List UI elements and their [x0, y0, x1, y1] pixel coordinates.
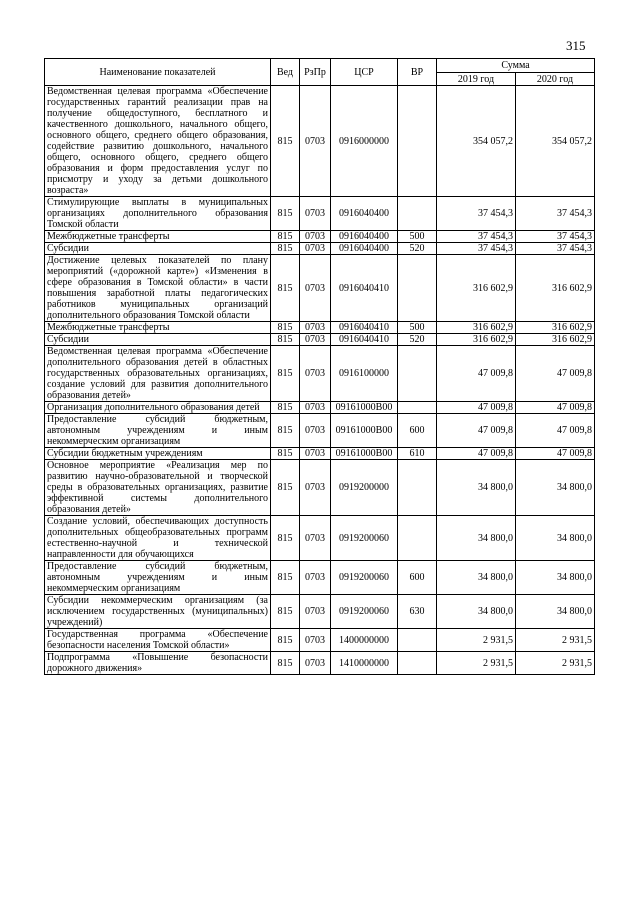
cell-2019: 37 454,3	[437, 197, 516, 231]
cell-name: Основное мероприятие «Реализация мер по развитию научно-образовательной и творческой среды в образовательных организациях, развитие эффективной системы дополнительного образования детей»	[45, 460, 271, 516]
cell-ved: 815	[271, 231, 300, 243]
cell-rzpr: 0703	[300, 402, 331, 414]
header-year-2019: 2019 год	[437, 73, 516, 86]
cell-2020: 316 602,9	[516, 255, 595, 322]
cell-vr: 520	[398, 243, 437, 255]
cell-2020: 47 009,8	[516, 346, 595, 402]
cell-csr: 0919200060	[331, 516, 398, 561]
cell-vr: 630	[398, 595, 437, 629]
table-row	[45, 334, 595, 346]
cell-rzpr: 0703	[300, 334, 331, 346]
table-row	[45, 231, 595, 243]
cell-csr: 0916100000	[331, 346, 398, 402]
cell-vr: 500	[398, 322, 437, 334]
cell-csr: 0916040410	[331, 322, 398, 334]
cell-name: Достижение целевых показателей по плану мероприятий («дорожной карте») «Изменения в сфере образования в Томской области» в части повышения заработной платы педагогических работников муниципальных организаций дополнительного образования Томской области	[45, 255, 271, 322]
cell-rzpr: 0703	[300, 322, 331, 334]
cell-rzpr: 0703	[300, 243, 331, 255]
cell-rzpr: 0703	[300, 197, 331, 231]
cell-vr	[398, 460, 437, 516]
table-row	[45, 346, 595, 402]
header-csr: ЦСР	[331, 59, 398, 86]
header-name: Наименование показателей	[45, 59, 271, 86]
cell-csr: 0916040410	[331, 334, 398, 346]
cell-name: Предоставление субсидий бюджетным, автономным учреждениям и иным некоммерческим организациям	[45, 414, 271, 448]
table-row	[45, 516, 595, 561]
table-row	[45, 629, 595, 652]
cell-csr: 0916040400	[331, 231, 398, 243]
cell-ved: 815	[271, 652, 300, 675]
cell-2019: 37 454,3	[437, 243, 516, 255]
cell-rzpr: 0703	[300, 255, 331, 322]
cell-ved: 815	[271, 561, 300, 595]
budget-table	[44, 58, 595, 675]
cell-ved: 815	[271, 255, 300, 322]
cell-name: Субсидии некоммерческим организациям (за исключением государственных (муниципальных) учреждений)	[45, 595, 271, 629]
cell-ved: 815	[271, 460, 300, 516]
cell-csr: 0916040400	[331, 197, 398, 231]
cell-2019: 316 602,9	[437, 334, 516, 346]
cell-2019: 47 009,8	[437, 402, 516, 414]
cell-rzpr: 0703	[300, 561, 331, 595]
table-row	[45, 402, 595, 414]
table-row	[45, 197, 595, 231]
cell-vr	[398, 629, 437, 652]
cell-name: Стимулирующие выплаты в муниципальных организациях дополнительного образования Томской области	[45, 197, 271, 231]
cell-rzpr: 0703	[300, 231, 331, 243]
cell-rzpr: 0703	[300, 629, 331, 652]
cell-ved: 815	[271, 334, 300, 346]
cell-ved: 815	[271, 516, 300, 561]
cell-2020: 2 931,5	[516, 629, 595, 652]
cell-vr	[398, 652, 437, 675]
cell-csr: 0916000000	[331, 86, 398, 197]
cell-vr	[398, 346, 437, 402]
cell-name: Субсидии	[45, 334, 271, 346]
cell-2019: 34 800,0	[437, 561, 516, 595]
table-row	[45, 652, 595, 675]
cell-2020: 47 009,8	[516, 402, 595, 414]
header-year-2020: 2020 год	[516, 73, 595, 86]
table-row	[45, 322, 595, 334]
cell-2020: 34 800,0	[516, 595, 595, 629]
cell-name: Предоставление субсидий бюджетным, автономным учреждениям и иным некоммерческим организациям	[45, 561, 271, 595]
cell-2019: 2 931,5	[437, 629, 516, 652]
cell-vr: 600	[398, 414, 437, 448]
cell-rzpr: 0703	[300, 86, 331, 197]
table-row	[45, 414, 595, 448]
cell-2019: 34 800,0	[437, 516, 516, 561]
cell-csr: 0919200060	[331, 561, 398, 595]
cell-vr	[398, 402, 437, 414]
cell-ved: 815	[271, 197, 300, 231]
cell-2019: 47 009,8	[437, 414, 516, 448]
table-row	[45, 460, 595, 516]
cell-csr: 0916040400	[331, 243, 398, 255]
cell-2019: 2 931,5	[437, 652, 516, 675]
cell-csr: 0916040410	[331, 255, 398, 322]
cell-2019: 34 800,0	[437, 595, 516, 629]
cell-2020: 37 454,3	[516, 243, 595, 255]
cell-2020: 2 931,5	[516, 652, 595, 675]
cell-csr: 1400000000	[331, 629, 398, 652]
cell-2019: 316 602,9	[437, 322, 516, 334]
cell-name: Государственная программа «Обеспечение безопасности населения Томской области»	[45, 629, 271, 652]
table-row	[45, 255, 595, 322]
cell-rzpr: 0703	[300, 460, 331, 516]
cell-2019: 354 057,2	[437, 86, 516, 197]
cell-ved: 815	[271, 86, 300, 197]
cell-name: Организация дополнительного образования детей	[45, 402, 271, 414]
header-vr: ВР	[398, 59, 437, 86]
cell-rzpr: 0703	[300, 652, 331, 675]
cell-2020: 34 800,0	[516, 561, 595, 595]
cell-ved: 815	[271, 629, 300, 652]
cell-vr: 600	[398, 561, 437, 595]
cell-name: Подпрограмма «Повышение безопасности дорожного движения»	[45, 652, 271, 675]
cell-2019: 316 602,9	[437, 255, 516, 322]
cell-name: Субсидии	[45, 243, 271, 255]
table-row	[45, 448, 595, 460]
cell-ved: 815	[271, 402, 300, 414]
cell-rzpr: 0703	[300, 414, 331, 448]
cell-csr: 0919200060	[331, 595, 398, 629]
cell-csr: 0919200000	[331, 460, 398, 516]
header-ved: Вед	[271, 59, 300, 86]
cell-vr: 520	[398, 334, 437, 346]
cell-name: Субсидии бюджетным учреждениям	[45, 448, 271, 460]
cell-rzpr: 0703	[300, 346, 331, 402]
table-row	[45, 243, 595, 255]
cell-2020: 316 602,9	[516, 322, 595, 334]
header-rzpr: РзПр	[300, 59, 331, 86]
cell-2019: 37 454,3	[437, 231, 516, 243]
header-sum: Сумма	[437, 59, 595, 73]
cell-2020: 316 602,9	[516, 334, 595, 346]
cell-2019: 34 800,0	[437, 460, 516, 516]
cell-rzpr: 0703	[300, 595, 331, 629]
cell-ved: 815	[271, 414, 300, 448]
cell-vr	[398, 255, 437, 322]
cell-2019: 47 009,8	[437, 448, 516, 460]
cell-name: Межбюджетные трансферты	[45, 231, 271, 243]
cell-2020: 34 800,0	[516, 460, 595, 516]
cell-2020: 354 057,2	[516, 86, 595, 197]
cell-name: Межбюджетные трансферты	[45, 322, 271, 334]
cell-rzpr: 0703	[300, 448, 331, 460]
cell-vr: 610	[398, 448, 437, 460]
cell-2020: 37 454,3	[516, 231, 595, 243]
cell-csr: 09161000В00	[331, 402, 398, 414]
cell-2020: 47 009,8	[516, 448, 595, 460]
cell-vr	[398, 516, 437, 561]
table-row	[45, 561, 595, 595]
cell-2019: 47 009,8	[437, 346, 516, 402]
cell-ved: 815	[271, 448, 300, 460]
table-row	[45, 86, 595, 197]
cell-csr: 09161000В00	[331, 414, 398, 448]
cell-csr: 09161000В00	[331, 448, 398, 460]
cell-csr: 1410000000	[331, 652, 398, 675]
cell-name: Создание условий, обеспечивающих доступность дополнительных общеобразовательных программ естественно-научной и технической направленности для обучающихся	[45, 516, 271, 561]
cell-vr	[398, 86, 437, 197]
cell-ved: 815	[271, 322, 300, 334]
page-number: 315	[566, 38, 586, 53]
cell-ved: 815	[271, 346, 300, 402]
cell-ved: 815	[271, 595, 300, 629]
table-row	[45, 595, 595, 629]
cell-name: Ведомственная целевая программа «Обеспечение государственных гарантий реализации прав на получение общедоступного, бесплатного и качественного дошкольного, начального общего, основного общего, среднего общего образования, содействие развитию дошкольного, начального общего, основного общего, среднего общего образования и форм предоставления услуг по присмотру и уходу за детьми дошкольного возраста»	[45, 86, 271, 197]
cell-vr	[398, 197, 437, 231]
cell-vr: 500	[398, 231, 437, 243]
cell-2020: 47 009,8	[516, 414, 595, 448]
cell-name: Ведомственная целевая программа «Обеспечение дополнительного образования детей в областных государственных образовательных организациях, создание условий для развития дополнительного образования детей»	[45, 346, 271, 402]
cell-2020: 37 454,3	[516, 197, 595, 231]
cell-2020: 34 800,0	[516, 516, 595, 561]
cell-ved: 815	[271, 243, 300, 255]
cell-rzpr: 0703	[300, 516, 331, 561]
